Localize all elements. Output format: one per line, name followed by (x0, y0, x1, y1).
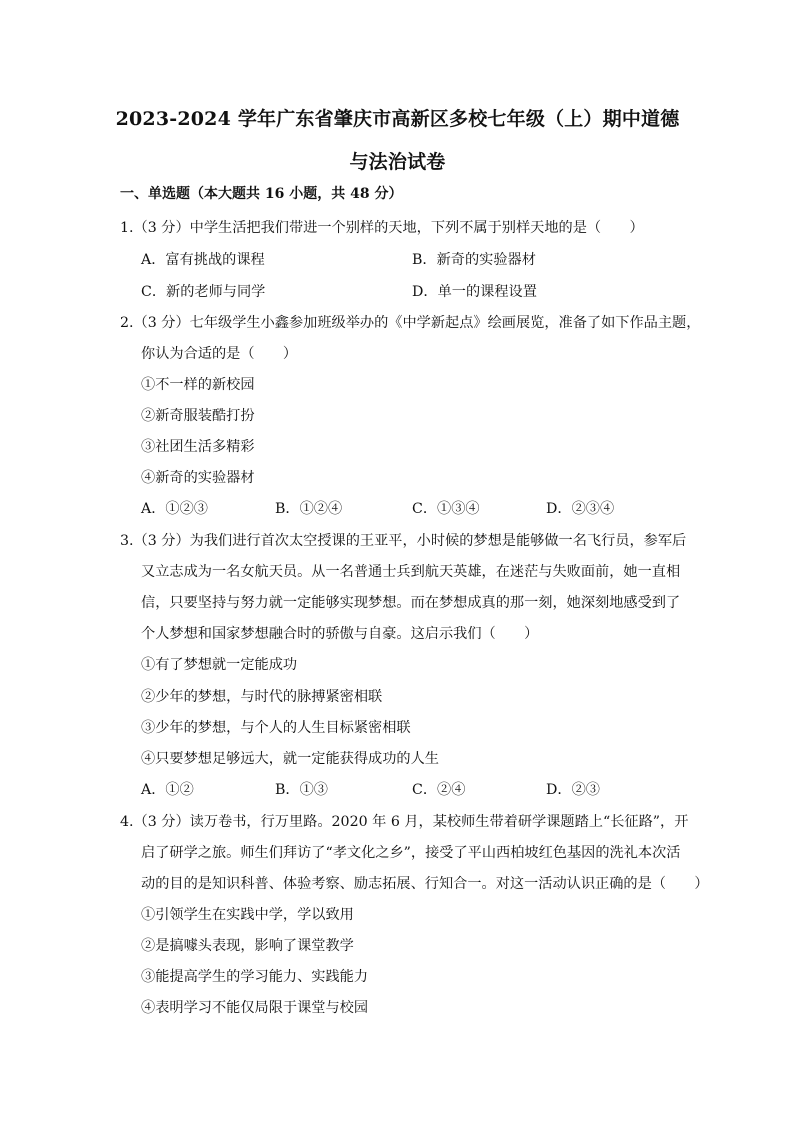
q4-item-2: ②是搞噱头表现，影响了课堂教学 (141, 938, 354, 954)
q3-option-b: B．①③ (275, 782, 328, 798)
q3-item-3: ③少年的梦想，与个人的人生目标紧密相联 (141, 720, 411, 736)
q2-item-3: ③社团生活多精彩 (141, 439, 255, 455)
section-heading: 一、单选题（本大题共 16 小题，共 48 分） (120, 186, 403, 202)
q2-item-2: ②新奇服装酷打扮 (141, 408, 255, 424)
q1-option-a: A．富有挑战的课程 (141, 252, 265, 268)
q4-stem-line-1: 4.（3 分）读万卷书，行万里路。2020 年 6 月，某校师生带着研学课题踏上“长征路”，开 (120, 814, 689, 830)
q2-option-a: A．①②③ (141, 501, 208, 517)
q1-option-d: D．单一的课程设置 (412, 284, 537, 300)
title-line-2: 与法治试卷 (349, 151, 446, 173)
q4-stem-line-2: 启了研学之旅。师生们拜访了“孝文化之乡”，接受了平山西柏坡红色基因的洗礼本次活 (141, 845, 681, 861)
q3-stem-line-2: 又立志成为一名女航天员。从一名普通士兵到航天英雄，在迷茫与失败面前，她一直相 (141, 564, 681, 580)
q4-item-3: ③能提高学生的学习能力、实践能力 (141, 969, 369, 985)
q4-stem-line-3: 动的目的是知识科普、体验考察、励志拓展、行知合一。对这一活动认识正确的是（ ） (141, 876, 709, 892)
q3-option-d: D．②③ (546, 782, 600, 798)
q2-item-1: ①不一样的新校园 (141, 377, 255, 393)
q4-item-4: ④表明学习不能仅局限于课堂与校园 (141, 1000, 369, 1016)
q3-option-c: C．②④ (412, 782, 466, 798)
q3-option-a: A．①② (141, 782, 194, 798)
q3-stem-line-1: 3.（3 分）为我们进行首次太空授课的王亚平，小时候的梦想是能够做一名飞行员，参军后 (120, 533, 687, 549)
q2-option-d: D．②③④ (546, 501, 615, 517)
q3-item-2: ②少年的梦想，与时代的脉搏紧密相联 (141, 689, 383, 705)
q3-item-1: ①有了梦想就一定能成功 (141, 657, 298, 673)
q1-option-c: C．新的老师与同学 (141, 284, 266, 300)
q3-item-4: ④只要梦想足够远大，就一定能获得成功的人生 (141, 751, 439, 767)
title-line-1: 2023-2024 学年广东省肇庆市高新区多校七年级（上）期中道德 (115, 108, 680, 130)
q4-item-1: ①引领学生在实践中学，学以致用 (141, 907, 354, 923)
q2-stem-line-2: 你认为合适的是（ ） (141, 346, 298, 362)
q1-option-b: B．新奇的实验器材 (412, 252, 536, 268)
q2-item-4: ④新奇的实验器材 (141, 470, 255, 486)
q2-stem-line-1: 2.（3 分）七年级学生小鑫参加班级举办的《中学新起点》绘画展览，准备了如下作品主题， (120, 315, 701, 331)
q1-stem: 1.（3 分）中学生活把我们带进一个别样的天地，下列不属于别样天地的是（ ） (120, 220, 644, 236)
q2-option-c: C．①③④ (412, 501, 480, 517)
q3-stem-line-3: 信，只要坚持与努力就一定能够实现梦想。而在梦想成真的那一刻，她深刻地感受到了 (141, 595, 681, 611)
q3-stem-line-4: 个人梦想和国家梦想融合时的骄傲与自豪。这启示我们（ ） (141, 626, 539, 642)
exam-title (110, 98, 685, 184)
q2-option-b: B．①②④ (275, 501, 343, 517)
